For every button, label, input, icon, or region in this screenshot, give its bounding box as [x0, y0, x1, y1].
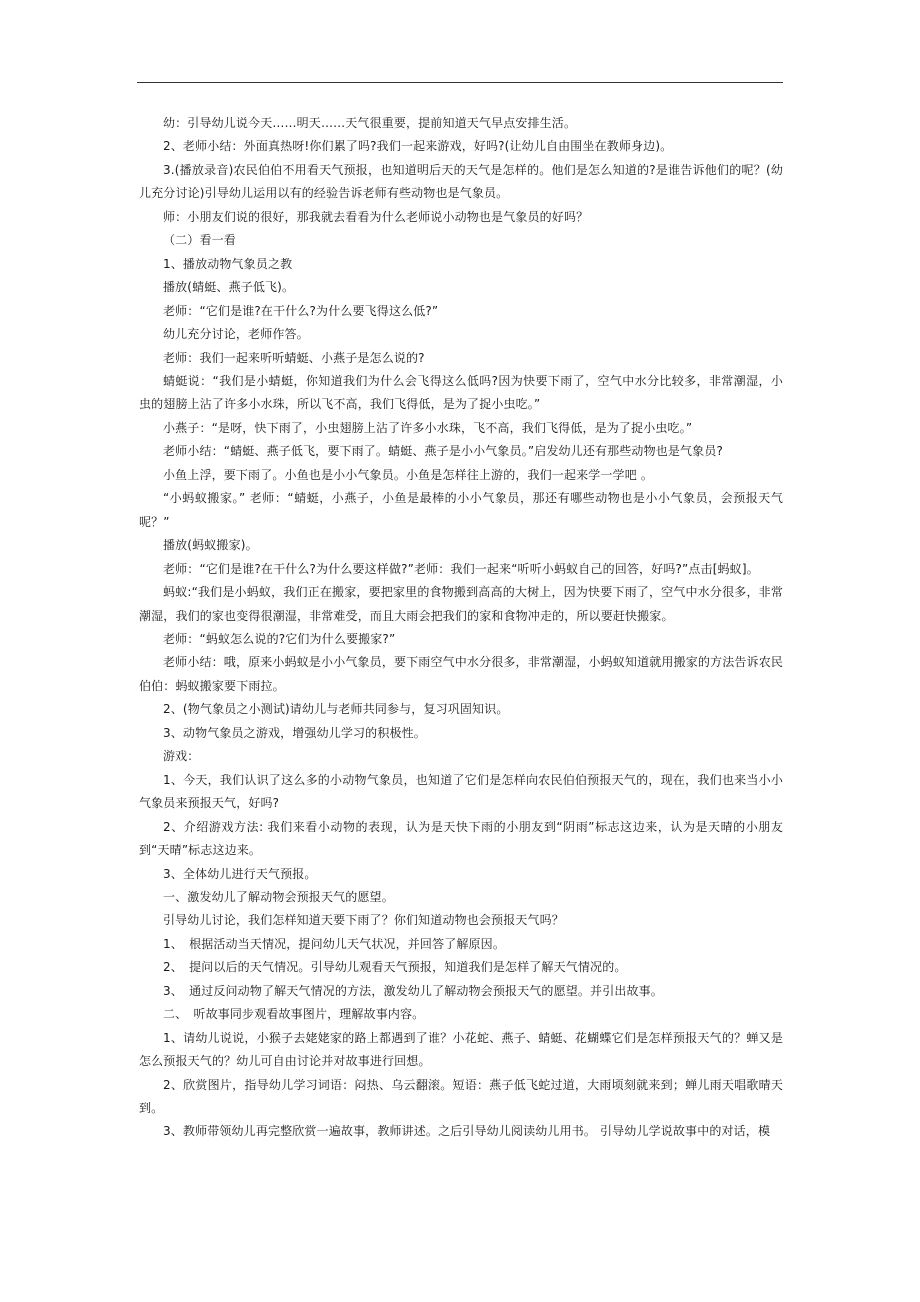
- paragraph: 引导幼儿讨论，我们怎样知道天要下雨了？你们知道动物也会预报天气吗？: [163, 913, 564, 928]
- paragraph: 老师：“它们是谁?在干什么?为什么要飞得这么低?”: [163, 303, 439, 318]
- paragraph: 2、介绍游戏方法: 我们来看小动物的表现，认为是天快下雨的小朋友到“阴雨”标志这边来，认为是天晴的小朋友到“天晴”标志这边来。: [139, 819, 783, 858]
- paragraph: 老师小结：哦，原来小蚂蚁是小小气象员，要下雨空气中水分很多，非常潮湿，小蚂蚁知道就用搬家的方法告诉农民伯伯：蚂蚁搬家要下雨拉。: [139, 655, 783, 693]
- paragraph: 小燕子：“是呀，快下雨了，小虫翅膀上沾了许多小水珠，飞不高，我们飞得低，是为了捉小虫吃。”: [163, 420, 693, 435]
- paragraph: 蚂蚁:“我们是小蚂蚁，我们正在搬家，要把家里的食物搬到高高的大树上，因为快要下雨了，空气中水分很多，非常潮湿，我们的家也变得很潮湿，非常难受，而且大雨会把我们的家和食物冲走的，所以要赶快搬家。: [139, 585, 783, 623]
- paragraph: 老师：“蚂蚁怎么说的?它们为什么要搬家?”: [163, 631, 396, 646]
- paragraph: 1、今天，我们认识了这么多的小动物气象员，也知道了它们是怎样向农民伯伯预报天气的，现在，我们也来当小小气象员来预报天气，好吗?: [139, 772, 783, 811]
- paragraph: 幼：引导幼儿说今天……明天……天气很重要，提前知道天气早点安排生活。: [163, 116, 577, 130]
- paragraph: 游戏：: [163, 749, 200, 764]
- paragraph: 老师小结：“蜻蜓、燕子低飞，要下雨了。蜻蜓、燕子是小小气象员。”启发幼儿还有那些动物也是气象员?: [163, 444, 724, 459]
- paragraph: 3.(播放录音)农民伯伯不用看天气预报，也知道明后天的天气是怎样的。他们是怎么知道的?是谁告诉他们的呢？(幼儿充分讨论)引导幼儿运用以有的经验告诉老师有些动物也是气象员。: [139, 162, 783, 201]
- paragraph: 1、请幼儿说说，小猴子去姥姥家的路上都遇到了谁？小花蛇、燕子、蜻蜓、花蝴蝶它们是怎样预报天气的？蝉又是怎么预报天气的？幼儿可自由讨论并对故事进行回想。: [139, 1030, 783, 1069]
- paragraph: 老师：我们一起来听听蜻蜓、小燕子是怎么说的?: [163, 350, 425, 365]
- paragraph: 2、 提问以后的天气情况。引导幼儿观看天气预报，知道我们是怎样了解天气情况的。: [163, 960, 627, 975]
- paragraph: 2、老师小结：外面真热呀!你们累了吗?我们一起来游戏，好吗?(让幼儿自由围坐在教师身边)。: [163, 139, 673, 154]
- paragraph: 3、教师带领幼儿再完整欣赏一遍故事，教师讲述。之后引导幼儿阅读幼儿用书。 引导幼儿学说故事中的对话，模: [163, 1124, 771, 1139]
- section-heading: （二）看一看: [163, 233, 236, 248]
- paragraph: 2、(物气象员之小测试)请幼儿与老师共同参与，复习巩固知识。: [163, 702, 509, 717]
- paragraph: 师：小朋友们说的很好，那我就去看看为什么老师说小动物也是气象员的好吗？: [163, 209, 589, 224]
- paragraph: 1、 根据活动当天情况，提问幼儿天气状况，并回答了解原因。: [163, 936, 505, 951]
- paragraph: 1、播放动物气象员之教: [163, 256, 293, 271]
- header-rule: [137, 82, 783, 83]
- paragraph: 3、动物气象员之游戏，增强幼儿学习的积极性。: [163, 725, 426, 740]
- document-body: [139, 112, 783, 1144]
- paragraph: 老师：“它们是谁?在干什么?为什么要这样做?”老师：我们一起来“听听小蚂蚁自己的回答，好吗?”点击[蚂蚁]。: [163, 561, 759, 576]
- paragraph: 2、欣赏图片，指导幼儿学习词语：闷热、乌云翻滚。短语：燕子低飞蛇过道，大雨顷刻就来到；蝉儿雨天唱歌晴天到。: [139, 1077, 783, 1116]
- paragraph: 3、 通过反问动物了解天气情况的方法，激发幼儿了解动物会预报天气的愿望。并引出故事。: [163, 983, 663, 998]
- paragraph: 小鱼上浮，要下雨了。小鱼也是小小气象员。小鱼是怎样往上游的，我们一起来学一学吧 。: [163, 467, 653, 482]
- paragraph: 幼儿充分讨论，老师作答。: [163, 327, 309, 342]
- paragraph: 蜻蜓说：“我们是小蜻蜓，你知道我们为什么会飞得这么低吗?因为快要下雨了，空气中水分比较多，非常潮湿，小虫的翅膀上沾了许多小水珠，所以飞不高，我们飞得低，是为了捉小虫吃。”: [139, 373, 783, 412]
- section-heading: 一、激发幼儿了解动物会预报天气的愿望。: [163, 889, 394, 904]
- paragraph: 播放(蜻蜓、燕子低飞)。: [163, 280, 295, 295]
- paragraph: 3、全体幼儿进行天气预报。: [163, 866, 317, 881]
- paragraph: 播放(蚂蚁搬家)。: [163, 538, 258, 553]
- section-heading: 二、 听故事同步观看故事图片，理解故事内容。: [163, 1007, 425, 1022]
- paragraph: “小蚂蚁搬家。” 老师：“蜻蜓，小燕子，小鱼是最棒的小小气象员，那还有哪些动物也是小小气象员，会预报天气呢？”: [139, 491, 783, 529]
